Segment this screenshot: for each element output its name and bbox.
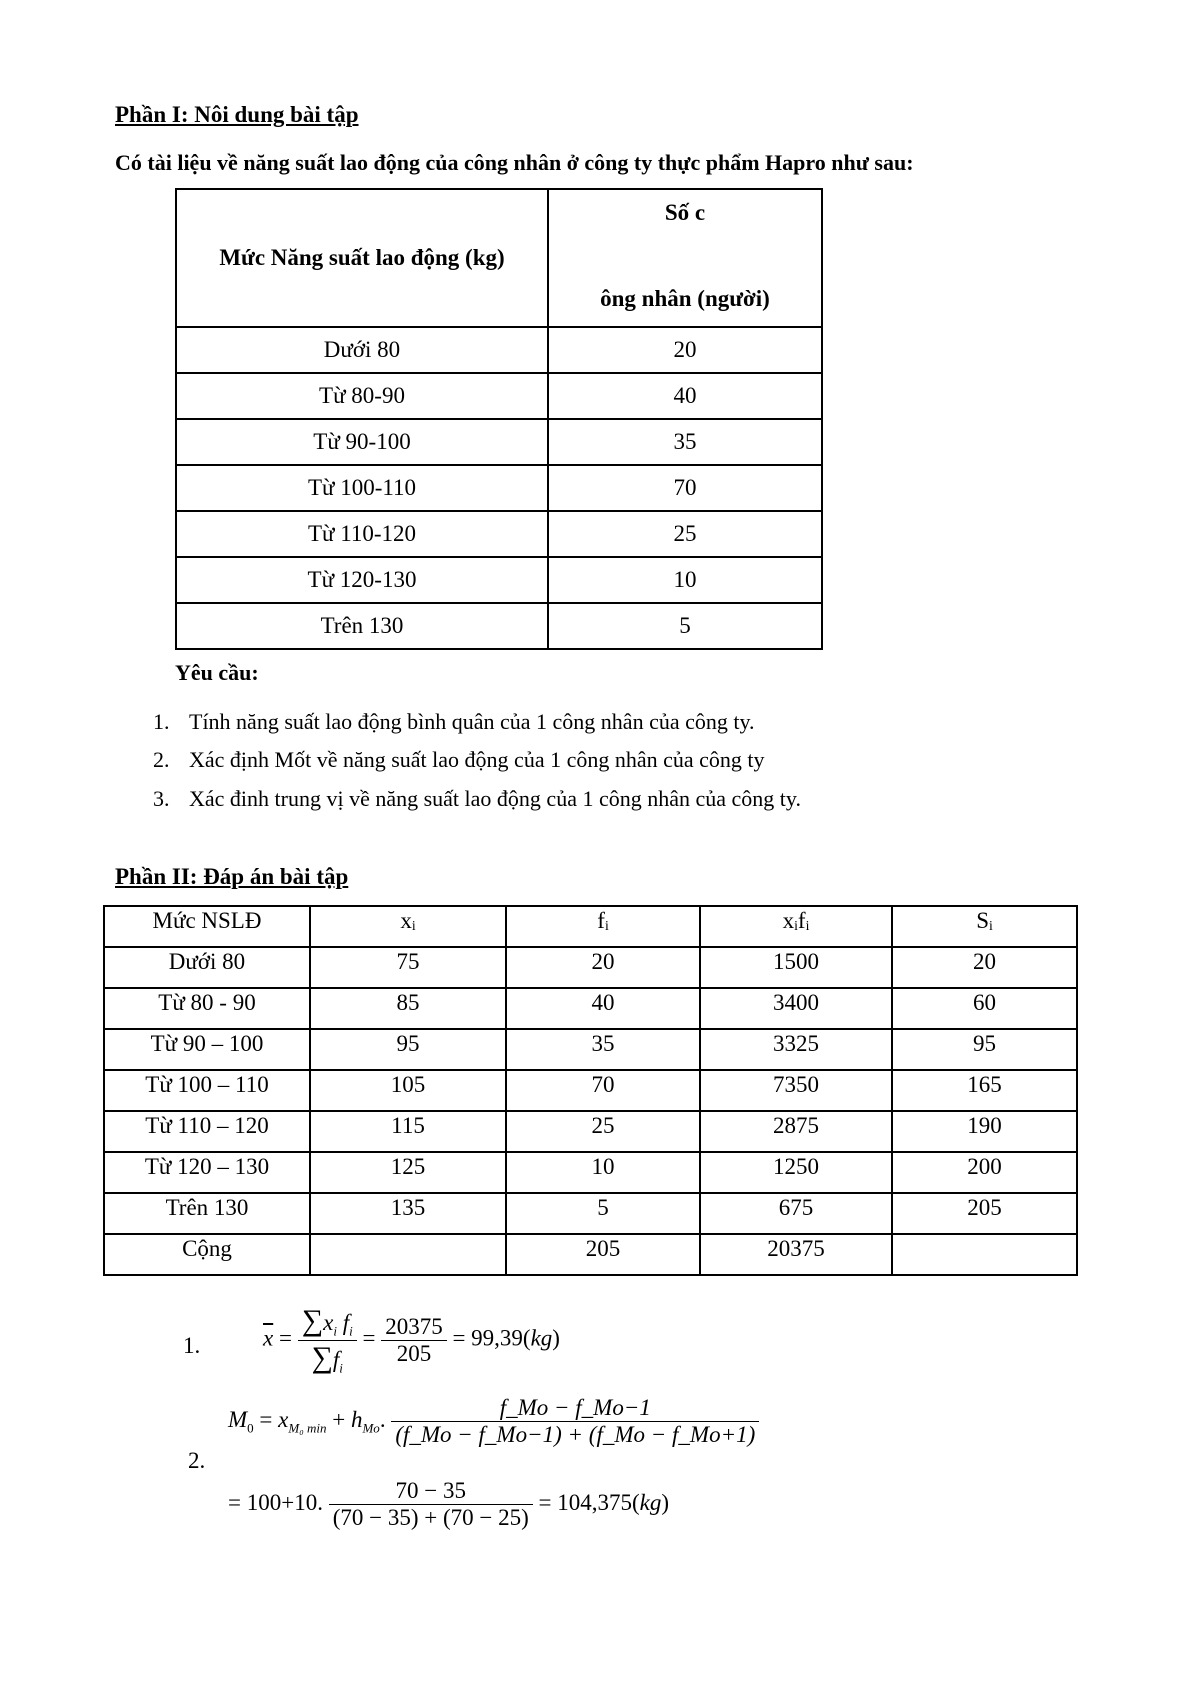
table-row (176, 373, 822, 419)
equals-sign: = (362, 1325, 376, 1351)
table-header-row (176, 189, 822, 327)
table-cell: 70 (506, 1070, 700, 1111)
mode-numerator: f_Mo − f_Mo−1 (391, 1395, 759, 1422)
table-row (176, 327, 822, 373)
table-cell: 3400 (700, 988, 892, 1029)
table-cell: 60 (892, 988, 1077, 1029)
header-cell: xᵢ (310, 906, 506, 947)
table-cell: 10 (506, 1152, 700, 1193)
header-level: Mức Năng suất lao động (kg) (176, 189, 548, 327)
subscript: i (333, 1323, 337, 1339)
table-cell: 1500 (700, 947, 892, 988)
subscript: M₀ min (288, 1420, 327, 1436)
header-cell: xᵢfᵢ (700, 906, 892, 947)
sum-numerator (298, 1304, 357, 1341)
value-fraction (381, 1314, 447, 1367)
table-row (176, 603, 822, 649)
table-cell: Dưới 80 (104, 947, 310, 988)
count-cell: 25 (548, 511, 822, 557)
dot: . (379, 1406, 386, 1432)
count-cell: 20 (548, 327, 822, 373)
var: h (350, 1406, 363, 1432)
requirement-2 (153, 747, 765, 773)
table-cell: 125 (310, 1152, 506, 1193)
mode-fraction (391, 1395, 759, 1448)
requirement-number: 2. (153, 747, 170, 772)
table-cell: 7350 (700, 1070, 892, 1111)
level-cell: Từ 110-120 (176, 511, 548, 557)
table-cell: 115 (310, 1111, 506, 1152)
sum-denominator (298, 1341, 357, 1377)
table-cell: 75 (310, 947, 506, 988)
sum-symbol: ∑ (311, 1340, 333, 1374)
count-cell: 35 (548, 419, 822, 465)
mode-calc-fraction (329, 1478, 533, 1531)
table-cell: 3325 (700, 1029, 892, 1070)
requirement-text: Tính năng suất lao động bình quân của 1 công nhân của công ty. (189, 709, 755, 734)
table-cell (892, 1234, 1077, 1275)
table-row (104, 1193, 1077, 1234)
table-row (176, 557, 822, 603)
part1-heading: Phần I: Nôi dung bài tập (115, 102, 359, 127)
header-cell: fᵢ (506, 906, 700, 947)
var: f (342, 1310, 350, 1335)
table-cell: Từ 100 – 110 (104, 1070, 310, 1111)
mode-symbol: M (228, 1406, 248, 1432)
level-cell: Trên 130 (176, 603, 548, 649)
table-cell: 105 (310, 1070, 506, 1111)
sum-symbol: ∑ (301, 1304, 324, 1337)
table-cell: 20 (506, 947, 700, 988)
formula2-label: 2. (188, 1448, 206, 1473)
table-cell: Từ 120 – 130 (104, 1152, 310, 1193)
value-denominator: 205 (396, 1340, 432, 1366)
level-cell: Từ 100-110 (176, 465, 548, 511)
unit: kg (639, 1489, 662, 1515)
sum-fraction (298, 1304, 357, 1376)
mean-symbol: $\overline{x}$ (263, 1325, 274, 1351)
table-cell: Từ 80 - 90 (104, 988, 310, 1029)
subscript: i (339, 1360, 343, 1376)
table-row (104, 1070, 1077, 1111)
part1-intro: Có tài liệu về năng suất lao động của công nhân ở công ty thực phẩm Hapro như sau: (115, 150, 914, 175)
table-cell (310, 1234, 506, 1275)
count-cell: 40 (548, 373, 822, 419)
count-cell: 5 (548, 603, 822, 649)
count-cell: 70 (548, 465, 822, 511)
table-row (104, 1152, 1077, 1193)
subscript: 0 (247, 1420, 254, 1436)
table-cell: 95 (892, 1029, 1077, 1070)
table-row (176, 465, 822, 511)
header-count-line1: Số c (664, 200, 706, 225)
answer-table (103, 905, 1078, 1276)
table-cell: Trên 130 (104, 1193, 310, 1234)
table-cell: 20375 (700, 1234, 892, 1275)
table-cell: 40 (506, 988, 700, 1029)
table-cell: 205 (892, 1193, 1077, 1234)
table-cell: 165 (892, 1070, 1077, 1111)
table-cell: Từ 110 – 120 (104, 1111, 310, 1152)
count-cell: 10 (548, 557, 822, 603)
level-cell: Từ 120-130 (176, 557, 548, 603)
equals-sign: = (278, 1325, 292, 1351)
table-cell: 20 (892, 947, 1077, 988)
table-cell: 35 (506, 1029, 700, 1070)
table-cell: 675 (700, 1193, 892, 1234)
level-cell: Từ 90-100 (176, 419, 548, 465)
requirement-1 (153, 709, 755, 735)
formula-mode-calc (228, 1478, 669, 1531)
subscript: Mo (362, 1420, 380, 1436)
mode-calc-numerator: 70 − 35 (329, 1478, 533, 1505)
unit: kg (530, 1325, 553, 1351)
var: f (332, 1346, 340, 1372)
mode-calc-denominator: (70 − 35) + (70 − 25) (332, 1505, 529, 1530)
part2-heading: Phần II: Đáp án bài tập (115, 864, 349, 889)
equals-sign: = (259, 1406, 273, 1432)
header-count (548, 189, 822, 327)
requirement-3 (153, 786, 801, 812)
plus-sign: + (332, 1406, 346, 1432)
table-cell: 135 (310, 1193, 506, 1234)
requirement-number: 1. (153, 709, 170, 734)
table-header-row (104, 906, 1077, 947)
mode-calc-prefix: = 100+10. (228, 1489, 323, 1515)
header-cell: Mức NSLĐ (104, 906, 310, 947)
header-cell: Sᵢ (892, 906, 1077, 947)
mode-result: = 104,375( (538, 1489, 640, 1515)
mode-denominator: (f_Mo − f_Mo−1) + (f_Mo − f_Mo+1) (395, 1422, 756, 1447)
requirement-text: Xác định Mốt về năng suất lao động của 1 công nhân của công ty (189, 747, 765, 772)
mean-result: = 99,39( (452, 1325, 531, 1351)
table-row (104, 988, 1077, 1029)
table-row (104, 1029, 1077, 1070)
paren: ) (552, 1325, 560, 1351)
productivity-table (175, 188, 823, 650)
level-cell: Dưới 80 (176, 327, 548, 373)
formula-mode (228, 1395, 759, 1448)
table-cell: Cộng (104, 1234, 310, 1275)
table-cell: 190 (892, 1111, 1077, 1152)
table-cell: 5 (506, 1193, 700, 1234)
paren: ) (661, 1489, 670, 1515)
table-row (176, 511, 822, 557)
table-total-row (104, 1234, 1077, 1275)
table-cell: 200 (892, 1152, 1077, 1193)
table-cell: 95 (310, 1029, 506, 1070)
value-numerator: 20375 (381, 1314, 447, 1341)
level-cell: Từ 80-90 (176, 373, 548, 419)
table-cell: 25 (506, 1111, 700, 1152)
var: x (278, 1406, 289, 1432)
table-cell: 2875 (700, 1111, 892, 1152)
table-cell: Từ 90 – 100 (104, 1029, 310, 1070)
requirements-title: Yêu cầu: (175, 660, 259, 685)
formula-mean (263, 1304, 560, 1376)
table-row (104, 1111, 1077, 1152)
requirement-text: Xác đinh trung vị về năng suất lao động của 1 công nhân của công ty. (189, 786, 801, 811)
requirement-number: 3. (153, 786, 170, 811)
formula1-label: 1. (183, 1333, 201, 1358)
table-cell: 205 (506, 1234, 700, 1275)
subscript: i (349, 1323, 353, 1339)
table-cell: 1250 (700, 1152, 892, 1193)
table-cell: 85 (310, 988, 506, 1029)
var: x (323, 1310, 334, 1335)
table-row (104, 947, 1077, 988)
header-count-line2: ông nhân (người) (600, 286, 770, 311)
table-row (176, 419, 822, 465)
